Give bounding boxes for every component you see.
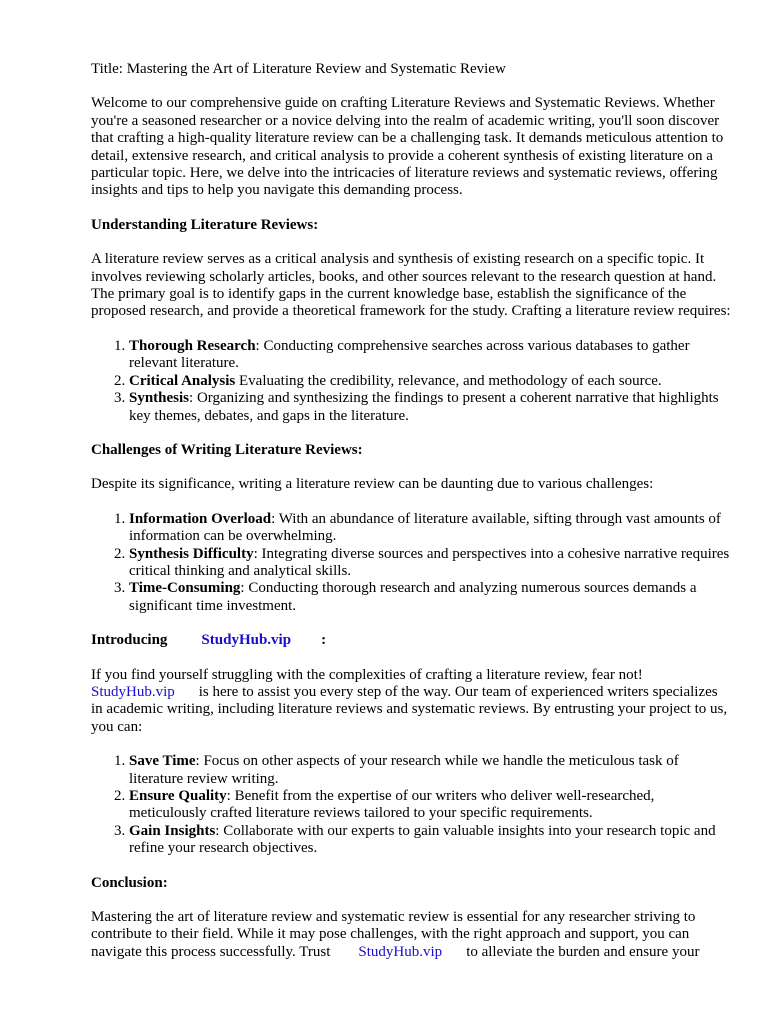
section-body-challenges: Despite its significance, writing a literature review can be daunting due to various challenges: (91, 476, 654, 493)
list-item-text: Evaluating the credibility, relevance, and methodology of each source. (235, 372, 662, 389)
list-item-lead: Critical Analysis (129, 372, 236, 389)
studyhub-link[interactable]: StudyHub.vip (358, 943, 443, 960)
body-rest: is here to assist you every step of the way. Our team of experienced writers specializes in academic writing, including literature reviews and systematic reviews. By entrusting your project to us, you can: (91, 683, 728, 735)
section-body-understanding: A literature review serves as a critical analysis and synthesis of existing research on a specific topic. It involves reviewing scholarly articles, books, and other sources relevant to the research question at hand. The primary goal is to identify gaps in the current knowledge base, establish the significance of the proposed research, and provide a theoretical framework for the study. Crafting a literature review requires: (91, 251, 731, 320)
list-item-lead: Ensure Quality (129, 788, 227, 804)
list-item-text: : Collaborate with our experts to gain valuable insights into your research topic and refine your research objectives. (129, 822, 716, 857)
list-item (129, 580, 731, 615)
document-content (91, 61, 731, 978)
list-item (129, 546, 731, 581)
list-item (129, 788, 731, 823)
list-item-lead: Time-Consuming (129, 580, 241, 597)
intro-paragraph: Welcome to our comprehensive guide on crafting Literature Reviews and Systematic Reviews. Whether you're a seasoned researcher or a novice delving into the realm of academic writing, you'll soon discover that crafting a high-quality literature review can be a challenging task. It demands meticulous attention to detail, extensive research, and critical analysis to provide a coherent synthesis of existing literature on a particular topic. Here, we delve into the intricacies of literature reviews and systematic reviews, offering insights and tips to help you navigate this demanding process. (91, 95, 724, 199)
list-item (129, 511, 731, 546)
section-body-introducing (91, 667, 731, 737)
document-title: Title: Mastering the Art of Literature Review and Systematic Review (91, 61, 506, 77)
list-item (129, 390, 731, 425)
list-item-text: : Integrating diverse sources and perspectives into a cohesive narrative requires critical thinking and analytical skills. (129, 545, 730, 579)
studyhub-link[interactable]: StudyHub.vip (201, 632, 292, 649)
list-item-lead: Synthesis (129, 390, 190, 407)
list-item (129, 753, 731, 788)
list-item-text: : With an abundance of literature available, sifting through vast amounts of information can be overwhelming. (129, 510, 721, 545)
list-item-text: : Conducting comprehensive searches across various databases to gather relevant literature. (129, 337, 690, 372)
section-heading-introducing (91, 632, 731, 649)
heading-suffix: : (321, 632, 327, 649)
section-heading-understanding: Understanding Literature Reviews: (91, 216, 319, 233)
conclusion-start: Mastering the art of literature review and systematic review is essential for any researcher striving to contribute to their field. While it may pose challenges, with the right approach and support, you can navigate this process successfully. Trust (91, 909, 696, 960)
list-item-text: : Benefit from the expertise of our writers who deliver well-researched, meticulously crafted literature reviews tailored to your specific requirements. (129, 788, 655, 822)
list-item (129, 338, 731, 373)
list-item-text: : Focus on other aspects of your research while we handle the meticulous task of literature review writing. (129, 753, 679, 787)
list-item-text: : Conducting thorough research and analyzing numerous sources demands a significant time investment. (129, 580, 697, 614)
list-item-lead: Information Overload (129, 510, 272, 527)
list-item (129, 373, 731, 390)
conclusion-body (91, 909, 731, 961)
list-item-text: : Organizing and synthesizing the findings to present a coherent narrative that highlights key themes, debates, and gaps in the literature. (129, 390, 719, 424)
list-item-lead: Save Time (129, 753, 196, 770)
section-heading-challenges: Challenges of Writing Literature Reviews: (91, 441, 363, 458)
list-item-lead: Thorough Research (129, 337, 256, 354)
requirements-list (91, 338, 731, 425)
list-item-lead: Synthesis Difficulty (129, 545, 254, 562)
body-start: If you find yourself struggling with the complexities of crafting a literature review, fear not! (91, 666, 643, 683)
challenges-list (91, 511, 731, 615)
list-item-lead: Gain Insights (129, 822, 216, 839)
benefits-list (91, 753, 731, 857)
heading-prefix: Introducing (91, 632, 168, 649)
conclusion-end: to alleviate the burden and ensure your (466, 943, 700, 960)
section-heading-conclusion: Conclusion: (91, 874, 168, 891)
studyhub-link[interactable]: StudyHub.vip (91, 683, 175, 700)
list-item (129, 823, 731, 858)
